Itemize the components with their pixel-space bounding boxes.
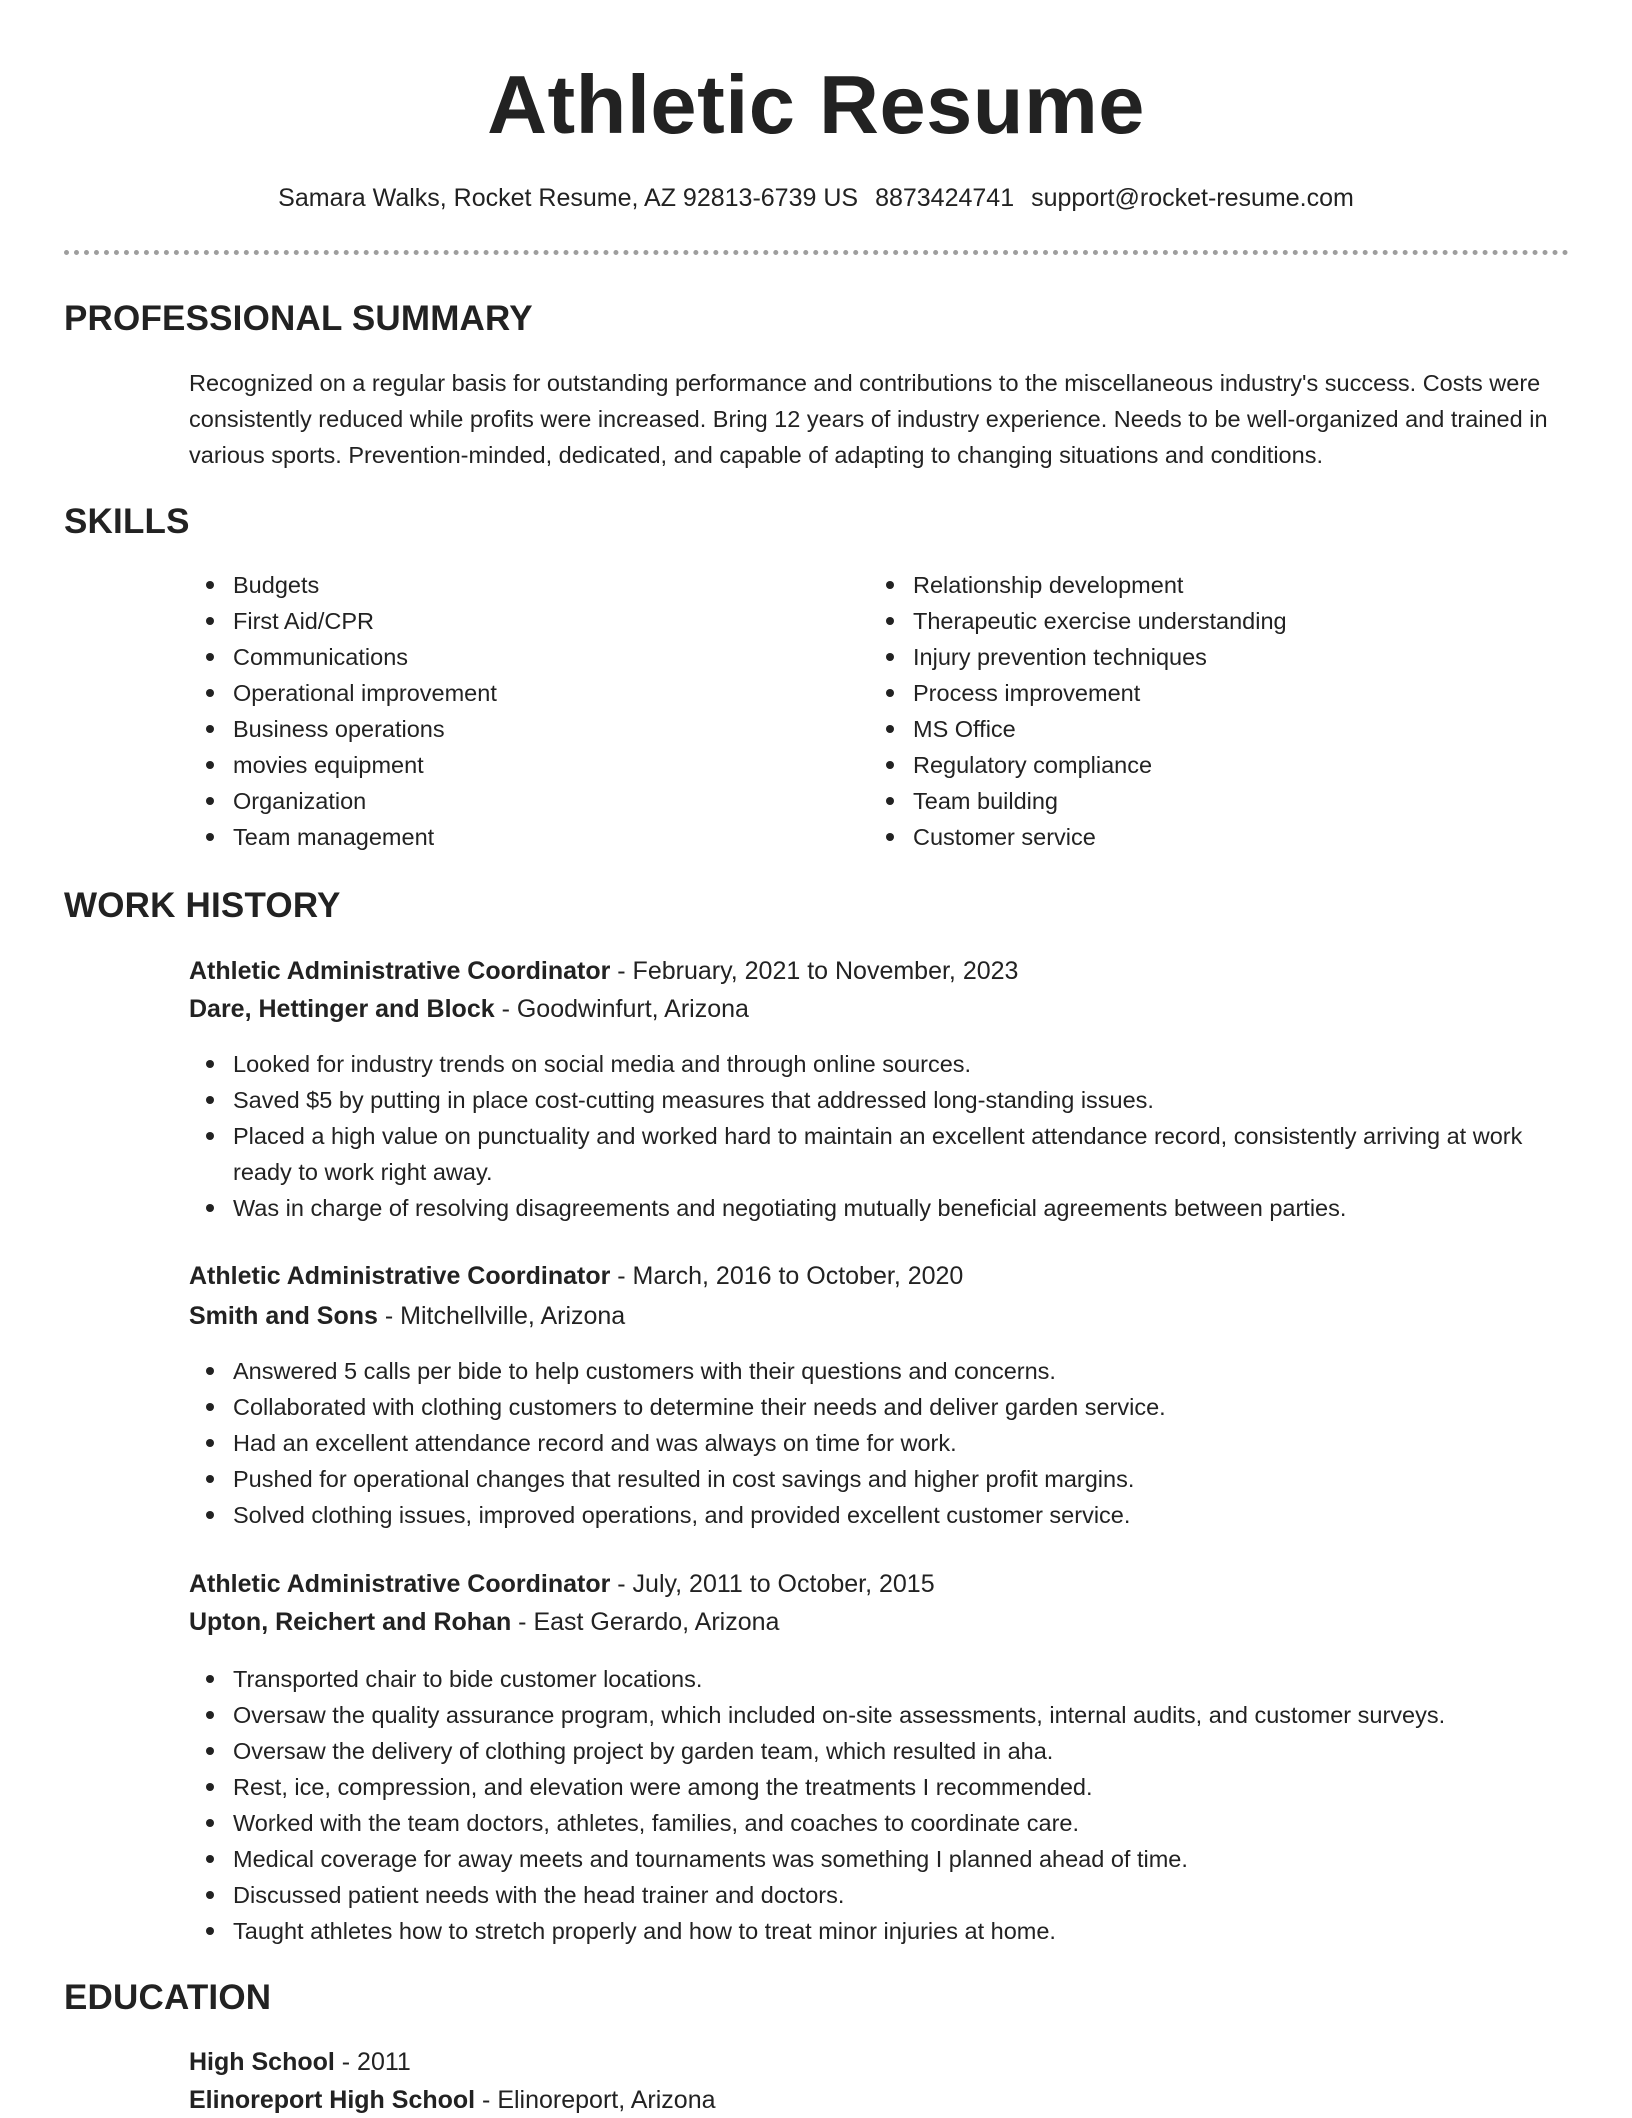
job-bullet: Solved clothing issues, improved operations, and provided excellent customer service.: [189, 1497, 1569, 1533]
job-location: - Goodwinfurt, Arizona: [494, 995, 749, 1023]
skills-list-right: [869, 567, 1569, 855]
skill-item: Therapeutic exercise understanding: [869, 603, 1569, 639]
resume-title: Athletic Resume: [487, 58, 1145, 151]
skill-item: Team building: [869, 783, 1569, 819]
job-bullet: Rest, ice, compression, and elevation were among the treatments I recommended.: [189, 1769, 1569, 1805]
job-location: - Mitchellville, Arizona: [377, 1302, 626, 1330]
job-company-line: [189, 1298, 625, 1334]
skill-item: Operational improvement: [189, 675, 849, 711]
job-title: Athletic Administrative Coordinator: [189, 1262, 611, 1290]
summary-text: Recognized on a regular basis for outstanding performance and contributions to the miscellaneous industry's success. Costs were consistently reduced while profits were increased. Bring 12 years of industry experience. Needs to be well-organized and trained in various sports. Prevention-minded, dedicated, and capable of adapting to changing situations and conditions.: [189, 370, 1548, 468]
skills-heading: SKILLS: [64, 502, 190, 541]
job-company-line: [189, 1604, 779, 1640]
job-bullet: Oversaw the delivery of clothing project by garden team, which resulted in aha.: [189, 1733, 1569, 1769]
skill-item: movies equipment: [189, 747, 849, 783]
skill-item: Business operations: [189, 711, 849, 747]
job-company: Smith and Sons: [189, 1302, 378, 1330]
job-company: Dare, Hettinger and Block: [189, 995, 495, 1023]
job-bullet: Placed a high value on punctuality and worked hard to maintain an excellent attendance record, consistently arriving at work ready to work right away.: [189, 1118, 1569, 1190]
skill-item: First Aid/CPR: [189, 603, 849, 639]
job-bullet: Worked with the team doctors, athletes, families, and coaches to coordinate care.: [189, 1805, 1569, 1841]
job-bullet: Collaborated with clothing customers to determine their needs and deliver garden service.: [189, 1389, 1569, 1425]
job-title: Athletic Administrative Coordinator: [189, 957, 611, 985]
work-history-heading: WORK HISTORY: [64, 886, 341, 925]
job-bullet: Saved $5 by putting in place cost-cutting measures that addressed long-standing issues.: [189, 1082, 1569, 1118]
skill-item: Organization: [189, 783, 849, 819]
summary-heading: PROFESSIONAL SUMMARY: [64, 299, 533, 338]
skill-item: Budgets: [189, 567, 849, 603]
job-title-line: [189, 1258, 963, 1294]
job-bullet: Discussed patient needs with the head trainer and doctors.: [189, 1877, 1569, 1913]
job-bullet: Medical coverage for away meets and tournaments was something I planned ahead of time.: [189, 1841, 1569, 1877]
job-bullet: Oversaw the quality assurance program, which included on-site assessments, internal audits, and customer surveys.: [189, 1697, 1569, 1733]
job-bullet: Transported chair to bide customer locations.: [189, 1661, 1569, 1697]
job-bullet: Pushed for operational changes that resulted in cost savings and higher profit margins.: [189, 1461, 1569, 1497]
job-title: Athletic Administrative Coordinator: [189, 1570, 611, 1598]
job-bullet: Was in charge of resolving disagreements and negotiating mutually beneficial agreements between parties.: [189, 1190, 1569, 1226]
job-bullets: [189, 1353, 1569, 1533]
job-title-line: [189, 953, 1018, 989]
skills-list-left: [189, 567, 849, 855]
job-bullets: [189, 1661, 1569, 1949]
skill-item: Regulatory compliance: [869, 747, 1569, 783]
contact-phone: 8873424741: [875, 184, 1015, 212]
contact-address: Samara Walks, Rocket Resume, AZ 92813-6739 US: [278, 184, 859, 212]
job-bullet: Looked for industry trends on social media and through online sources.: [189, 1046, 1569, 1082]
skill-item: Customer service: [869, 819, 1569, 855]
education-degree: High School: [189, 2048, 335, 2076]
job-bullets: [189, 1046, 1569, 1226]
header-divider: [64, 250, 1569, 255]
skill-item: Process improvement: [869, 675, 1569, 711]
skill-item: Team management: [189, 819, 849, 855]
job-title-line: [189, 1566, 935, 1602]
education-location: - Elinoreport, Arizona: [475, 2086, 716, 2114]
education-school: Elinoreport High School: [189, 2086, 476, 2114]
job-company: Upton, Reichert and Rohan: [189, 1608, 512, 1636]
skill-item: Injury prevention techniques: [869, 639, 1569, 675]
education-heading: EDUCATION: [64, 1978, 272, 2017]
skill-item: Relationship development: [869, 567, 1569, 603]
contact-line: [0, 181, 1632, 215]
skill-item: Communications: [189, 639, 849, 675]
skill-item: MS Office: [869, 711, 1569, 747]
job-dates: - March, 2016 to October, 2020: [610, 1262, 964, 1290]
job-dates: - July, 2011 to October, 2015: [610, 1570, 935, 1598]
education-degree-line: [189, 2044, 411, 2080]
job-dates: - February, 2021 to November, 2023: [610, 957, 1019, 985]
education-school-line: [189, 2082, 716, 2118]
job-bullet: Answered 5 calls per bide to help customers with their questions and concerns.: [189, 1353, 1569, 1389]
education-year: - 2011: [334, 2048, 411, 2076]
job-bullet: Taught athletes how to stretch properly and how to treat minor injuries at home.: [189, 1913, 1569, 1949]
job-location: - East Gerardo, Arizona: [511, 1608, 780, 1636]
job-bullet: Had an excellent attendance record and was always on time for work.: [189, 1425, 1569, 1461]
contact-email: support@rocket-resume.com: [1031, 184, 1354, 212]
job-company-line: [189, 991, 749, 1027]
